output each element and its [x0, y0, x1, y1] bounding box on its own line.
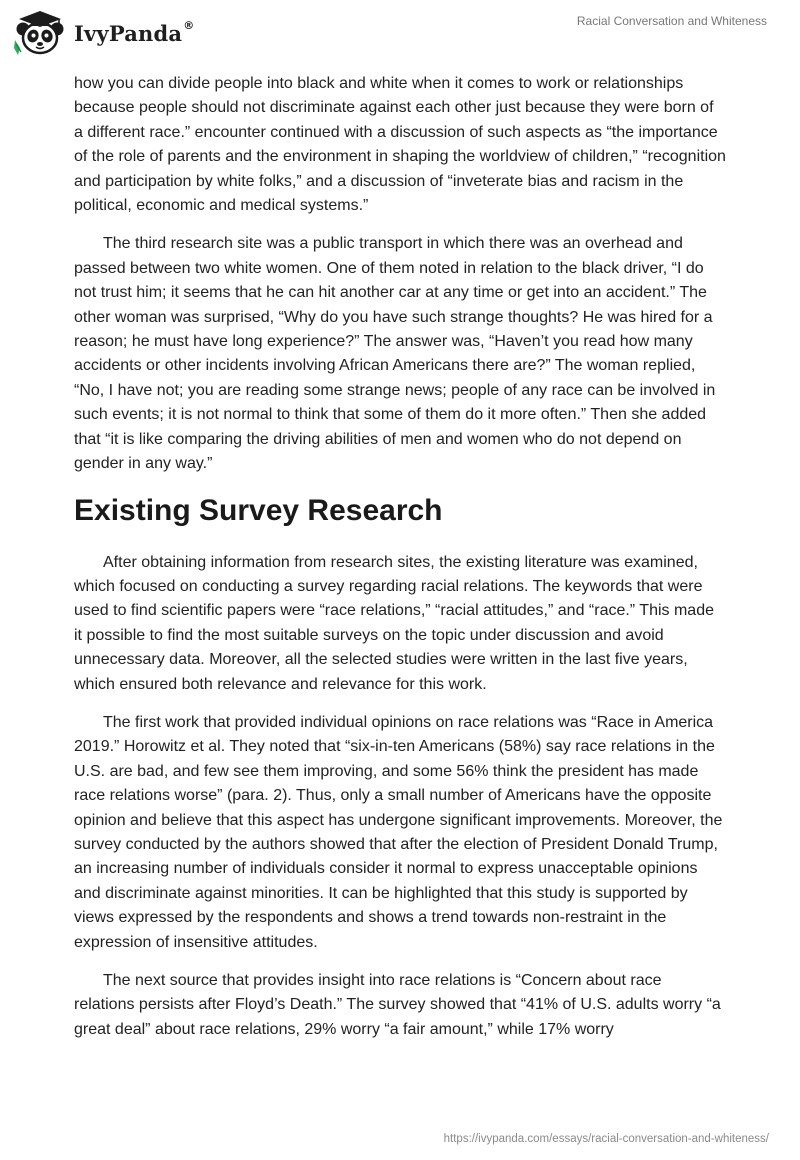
registered-mark: ® — [183, 18, 195, 32]
document-title: Racial Conversation and Whiteness — [576, 14, 767, 28]
essay-paragraph: The third research site was a public transport in which there was an overhead and passed between two white women. One of them noted in relation to the black driver, “I do not trust him; it seems that he can hit another car at any time or get into an accident.” The other woman was surprised, “Why do you have such strange thoughts? He was hired for a reason; he must have long experience?” The answer was, “Haven’t you read how many accidents or other incidents involving African Americans there are?” The woman replied, “No, I have not; you are reading some strange news; people of any race can be involved in such events; it is not normal to think that some of them do it more often.” Then she added that “it is like comparing the driving abilities of men and women who do not depend on gender in any way.” — [74, 235, 716, 473]
essay-paragraph: After obtaining information from research sites, the existing literature was examined, which focused on conducting a survey regarding racial relations. The keywords that were used to find scientific papers were “race relations,” “racial attitudes,” and “race.” This made it possible to find the most suitable surveys on the topic under discussion and avoid unnecessary data. Moreover, all the selected studies were written in the last five years, which ensured both relevance and relevance for this work. — [74, 553, 714, 693]
essay-content — [74, 72, 726, 1056]
page-header — [0, 0, 800, 66]
essay-paragraph: The first work that provided individual opinions on race relations was “Race in America 2019.” Horowitz et al. They noted that “six-in-ten Americans (58%) say race relations in the U.S. are bad, and few see them improving, and some 56% think the president has made race relations worse” (para. 2). Thus, only a small number of Americans have the opposite opinion and believe that this aspect has undergone significant improvements. Moreover, the survey conducted by the authors showed that after the election of President Donald Trump, an increasing number of individuals consider it normal to express unacceptable opinions and discriminate against minorities. It can be highlighted that this study is supported by views expressed by the respondents and shows a trend towards non-restraint in the expression of insensitive attitudes. — [74, 713, 723, 951]
section-heading: Existing Survey Research — [74, 493, 443, 527]
ivypanda-logo[interactable] — [14, 8, 194, 58]
essay-paragraph: how you can divide people into black and white when it comes to work or relationships because people should not discriminate against each other just because they were born of a different race.” encounter continued with a discussion of such aspects as “the importance of the role of parents and the environment in shaping the worldview of children,” “recognition and participation by white folks,” and a discussion of “inveterate bias and racism in the political, economic and medical systems.” — [74, 75, 726, 215]
panda-graduation-cap-icon — [14, 8, 68, 58]
source-url[interactable]: https://ivypanda.com/essays/racial-conversation-and-whiteness/ — [443, 1133, 769, 1145]
brand-name: IvyPanda® — [74, 18, 195, 46]
essay-paragraph: The next source that provides insight into race relations is “Concern about race relations persists after Floyd’s Death.” The survey showed that “41% of U.S. adults worry “a great deal” about race relations, 29% worry “a fair amount,” while 17% worry — [74, 972, 721, 1038]
